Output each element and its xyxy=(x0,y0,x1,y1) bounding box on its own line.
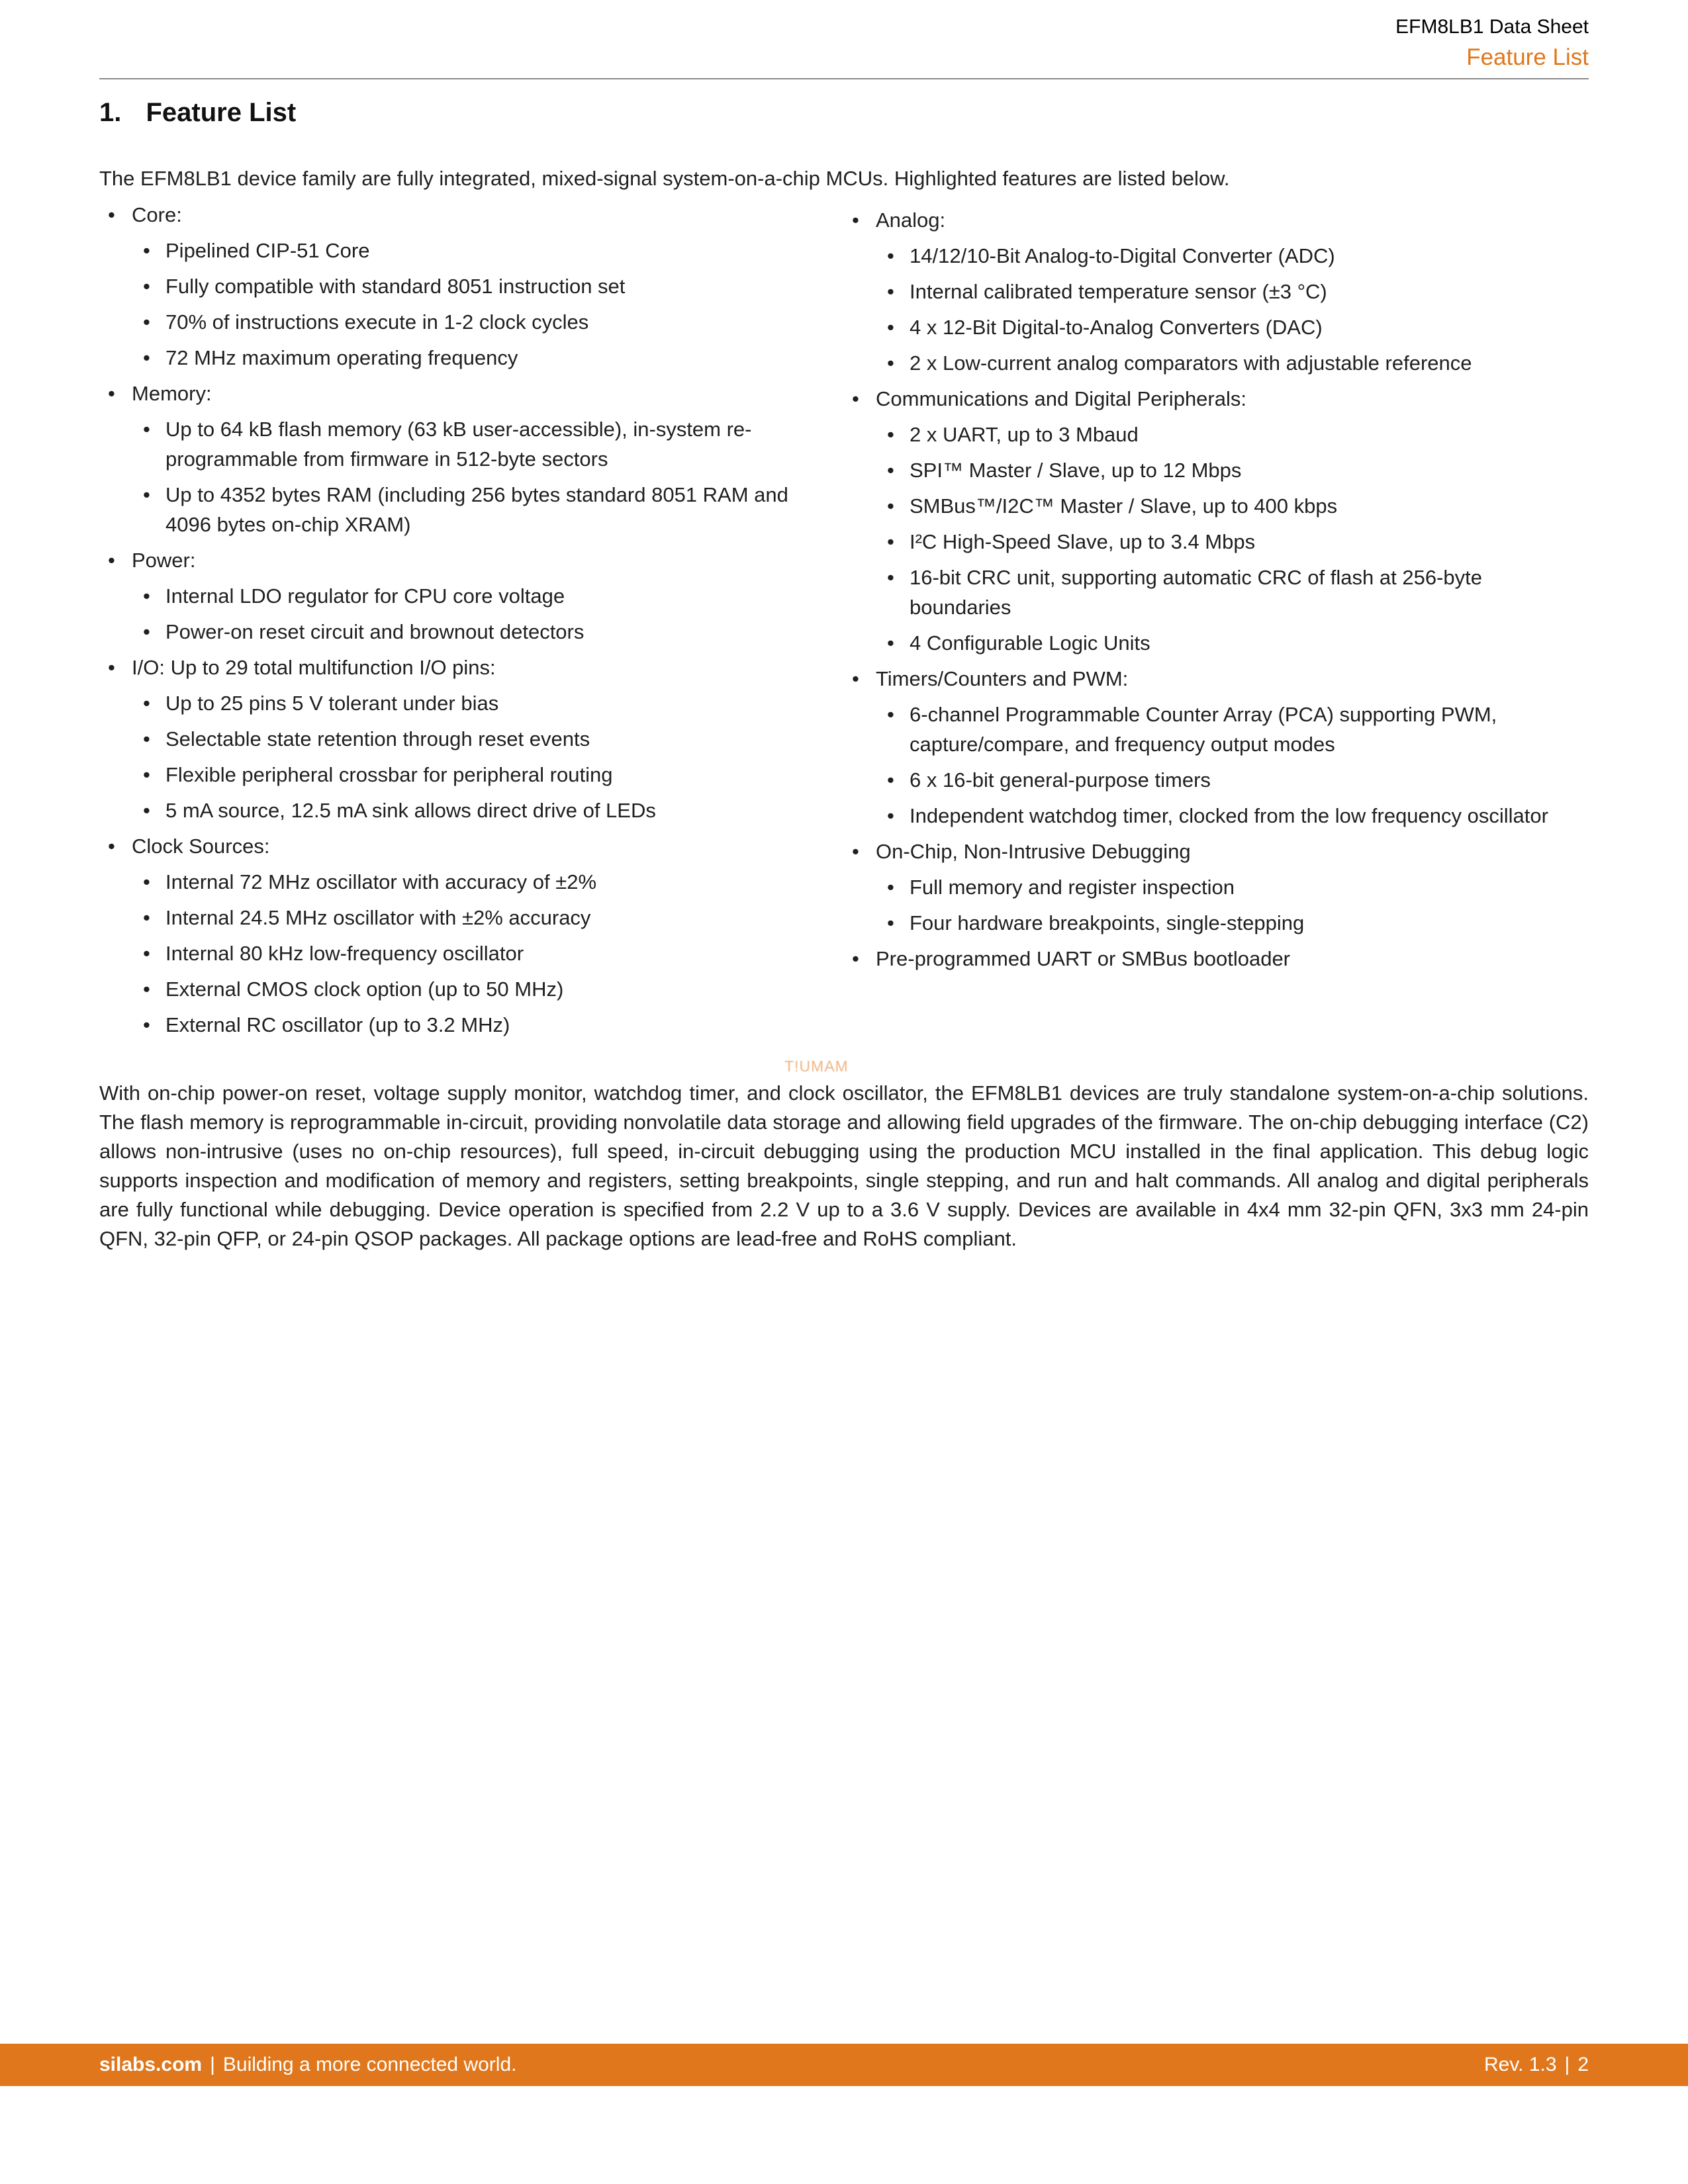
footer-revision: Rev. 1.3 xyxy=(1484,2054,1557,2075)
page-footer xyxy=(0,2044,1688,2086)
feature-item-text: Internal calibrated temperature sensor (±3 °C) xyxy=(910,280,1327,303)
feature-item-text: Independent watchdog timer, clocked from the low frequency oscillator xyxy=(910,804,1548,827)
closing-paragraph: With on-chip power-on reset, voltage supply monitor, watchdog timer, and clock oscillator, the EFM8LB1 devices are truly standalone system-on-a-chip solutions. The flash memory is reprogrammable in-circuit, providing nonvolatile data storage and allowing field upgrades of the firmware. The on-chip debugging interface (C2) allows non-intrusive (uses no on-chip resources), full speed, in-circuit debugging using the production MCU installed in the final application. This debug logic supports inspection and modification of memory and registers, setting breakpoints, single stepping, and run and halt commands. All analog and digital peripherals are fully functional while debugging. Device operation is specified from 2.2 V up to a 3.6 V supply. Devices are available in 4x4 mm 32-pin QFN, 3x3 mm 24-pin QFN, 32-pin QFP, or 24-pin QSOP packages. All package options are lead-free and RoHS compliant. xyxy=(99,1081,1589,1250)
bullet-icon: • xyxy=(143,275,150,298)
chapter-label: Feature List xyxy=(1466,44,1589,70)
feature-group-label xyxy=(843,837,1589,866)
feature-item xyxy=(99,343,827,373)
feature-item-text: Up to 64 kB flash memory (63 kB user-accessible), in-system re-programmable from firmware in 512-byte sectors xyxy=(165,418,752,471)
feature-item xyxy=(99,867,827,897)
feature-item-text: Power-on reset circuit and brownout detectors xyxy=(165,620,585,643)
feature-item-text: Four hardware breakpoints, single-stepping xyxy=(910,911,1305,934)
bullet-icon: • xyxy=(143,906,150,929)
feature-item-text: Internal 80 kHz low-frequency oscillator xyxy=(165,942,524,965)
bullet-icon: • xyxy=(887,244,894,267)
feature-item xyxy=(99,271,827,301)
feature-item-text: I²C High-Speed Slave, up to 3.4 Mbps xyxy=(910,530,1256,553)
feature-group-label xyxy=(843,944,1589,974)
bullet-icon: • xyxy=(887,804,894,827)
feature-item xyxy=(99,724,827,754)
feature-group-text: On-Chip, Non-Intrusive Debugging xyxy=(876,840,1191,863)
feature-item-text: SPI™ Master / Slave, up to 12 Mbps xyxy=(910,459,1242,482)
feature-item-text: Internal LDO regulator for CPU core voltage xyxy=(165,584,565,608)
feature-column-right xyxy=(843,200,1589,1046)
feature-item-text: Selectable state retention through reset events xyxy=(165,727,590,751)
footer-right xyxy=(1484,2054,1589,2076)
feature-item-text: External CMOS clock option (up to 50 MHz) xyxy=(165,978,564,1001)
feature-item xyxy=(843,312,1589,342)
feature-group-label xyxy=(99,831,827,861)
feature-group-text: Timers/Counters and PWM: xyxy=(876,667,1129,690)
feature-item xyxy=(99,480,827,539)
footer-page-separator: | xyxy=(1564,2054,1570,2075)
section-title-text: Feature List xyxy=(146,98,297,127)
feature-item-text: 14/12/10-Bit Analog-to-Digital Converter (ADC) xyxy=(910,244,1335,267)
bullet-icon: • xyxy=(887,530,894,553)
feature-list xyxy=(99,200,1589,1046)
feature-item xyxy=(843,872,1589,902)
bullet-icon: • xyxy=(887,631,894,655)
feature-item-text: Internal 72 MHz oscillator with accuracy of ±2% xyxy=(165,870,597,893)
bullet-icon: • xyxy=(143,799,150,822)
bullet-icon: • xyxy=(108,382,115,405)
feature-item-text: 6-channel Programmable Counter Array (PCA) supporting PWM, capture/compare, and frequency output modes xyxy=(910,703,1497,756)
feature-column-left xyxy=(99,200,827,1046)
feature-item xyxy=(843,908,1589,938)
page-header xyxy=(1395,15,1589,71)
footer-page-number: 2 xyxy=(1577,2054,1589,2075)
feature-item-text: Fully compatible with standard 8051 instruction set xyxy=(165,275,626,298)
feature-item xyxy=(843,628,1589,658)
feature-item-text: Up to 4352 bytes RAM (including 256 bytes standard 8051 RAM and 4096 bytes on-chip XRAM) xyxy=(165,483,788,536)
section-title xyxy=(99,98,296,128)
feature-item xyxy=(99,760,827,790)
bullet-icon: • xyxy=(887,280,894,303)
bullet-icon: • xyxy=(852,387,859,410)
bullet-icon: • xyxy=(143,620,150,643)
feature-group-text: Power: xyxy=(132,549,196,572)
bullet-icon: • xyxy=(143,942,150,965)
feature-item xyxy=(99,236,827,265)
feature-item-text: SMBus™/I2C™ Master / Slave, up to 400 kbps xyxy=(910,494,1338,518)
feature-group-label xyxy=(99,379,827,408)
feature-group-text: Analog: xyxy=(876,208,946,232)
feature-item-text: 6 x 16-bit general-purpose timers xyxy=(910,768,1211,792)
bullet-icon: • xyxy=(143,692,150,715)
feature-item-text: Pipelined CIP-51 Core xyxy=(165,239,370,262)
feature-item-text: Internal 24.5 MHz oscillator with ±2% accuracy xyxy=(165,906,591,929)
feature-group-label xyxy=(843,205,1589,235)
feature-item xyxy=(843,801,1589,831)
header-divider xyxy=(99,78,1589,79)
feature-item xyxy=(843,491,1589,521)
bullet-icon: • xyxy=(852,947,859,970)
feature-group-text: Memory: xyxy=(132,382,212,405)
feature-group-label xyxy=(99,545,827,575)
bullet-icon: • xyxy=(108,203,115,226)
feature-group-text: Core: xyxy=(132,203,182,226)
feature-item-text: 2 x UART, up to 3 Mbaud xyxy=(910,423,1139,446)
bullet-icon: • xyxy=(887,703,894,726)
feature-group-text: I/O: Up to 29 total multifunction I/O pins: xyxy=(132,656,496,679)
section-number: 1. xyxy=(99,98,122,127)
bullet-icon: • xyxy=(143,727,150,751)
footer-tagline: Building a more connected world. xyxy=(222,2054,517,2075)
bullet-icon: • xyxy=(143,584,150,608)
feature-item xyxy=(843,563,1589,622)
bullet-icon: • xyxy=(108,656,115,679)
feature-item xyxy=(99,903,827,933)
bullet-icon: • xyxy=(887,876,894,899)
feature-group-label xyxy=(99,200,827,230)
bullet-icon: • xyxy=(887,459,894,482)
feature-item xyxy=(99,307,827,337)
document-title: EFM8LB1 Data Sheet xyxy=(1395,16,1589,38)
bullet-icon: • xyxy=(143,763,150,786)
feature-item xyxy=(99,688,827,718)
feature-group-text: Communications and Digital Peripherals: xyxy=(876,387,1246,410)
feature-group-label xyxy=(843,664,1589,694)
intro-paragraph: The EFM8LB1 device family are fully integrated, mixed-signal system-on-a-chip MCUs. Highlighted features are listed below. xyxy=(99,167,1230,190)
feature-item-text: 4 Configurable Logic Units xyxy=(910,631,1150,655)
bullet-icon: • xyxy=(887,911,894,934)
bullet-icon: • xyxy=(852,667,859,690)
feature-item-text: Full memory and register inspection xyxy=(910,876,1235,899)
bullet-icon: • xyxy=(887,566,894,589)
feature-item xyxy=(843,700,1589,759)
bullet-icon: • xyxy=(887,316,894,339)
bullet-icon: • xyxy=(887,768,894,792)
feature-item xyxy=(843,765,1589,795)
feature-item xyxy=(843,527,1589,557)
bullet-icon: • xyxy=(852,840,859,863)
feature-item xyxy=(99,796,827,825)
bullet-icon: • xyxy=(143,310,150,334)
feature-group-label xyxy=(843,384,1589,414)
feature-item xyxy=(843,420,1589,449)
watermark-stamp: T!UMAM xyxy=(784,1058,849,1075)
feature-item-text: 2 x Low-current analog comparators with adjustable reference xyxy=(910,351,1472,375)
feature-item xyxy=(99,938,827,968)
feature-item-text: 72 MHz maximum operating frequency xyxy=(165,346,518,369)
feature-item-text: External RC oscillator (up to 3.2 MHz) xyxy=(165,1013,510,1036)
feature-item-text: Flexible peripheral crossbar for peripheral routing xyxy=(165,763,613,786)
bullet-icon: • xyxy=(143,346,150,369)
feature-item xyxy=(99,1010,827,1040)
bullet-icon: • xyxy=(852,208,859,232)
footer-separator: | xyxy=(210,2054,215,2075)
bullet-icon: • xyxy=(143,418,150,441)
bullet-icon: • xyxy=(143,239,150,262)
footer-left xyxy=(99,2054,516,2076)
feature-group-text: Pre-programmed UART or SMBus bootloader xyxy=(876,947,1291,970)
feature-item xyxy=(99,974,827,1004)
bullet-icon: • xyxy=(887,494,894,518)
feature-group-label xyxy=(99,653,827,682)
feature-item xyxy=(843,277,1589,306)
feature-item-text: 4 x 12-Bit Digital-to-Analog Converters (DAC) xyxy=(910,316,1323,339)
bullet-icon: • xyxy=(143,870,150,893)
feature-item-text: 5 mA source, 12.5 mA sink allows direct drive of LEDs xyxy=(165,799,656,822)
bullet-icon: • xyxy=(143,1013,150,1036)
feature-item-text: 16-bit CRC unit, supporting automatic CRC of flash at 256-byte boundaries xyxy=(910,566,1482,619)
bullet-icon: • xyxy=(887,351,894,375)
feature-item-text: 70% of instructions execute in 1-2 clock cycles xyxy=(165,310,589,334)
bullet-icon: • xyxy=(143,978,150,1001)
footer-site-link: silabs.com xyxy=(99,2054,203,2075)
feature-item-text: Up to 25 pins 5 V tolerant under bias xyxy=(165,692,499,715)
bullet-icon: • xyxy=(143,483,150,506)
feature-item xyxy=(99,617,827,647)
feature-item xyxy=(843,241,1589,271)
bullet-icon: • xyxy=(108,835,115,858)
feature-item xyxy=(843,348,1589,378)
bullet-icon: • xyxy=(887,423,894,446)
feature-item xyxy=(99,581,827,611)
bullet-icon: • xyxy=(108,549,115,572)
feature-item xyxy=(843,455,1589,485)
feature-item xyxy=(99,414,827,474)
feature-group-text: Clock Sources: xyxy=(132,835,270,858)
